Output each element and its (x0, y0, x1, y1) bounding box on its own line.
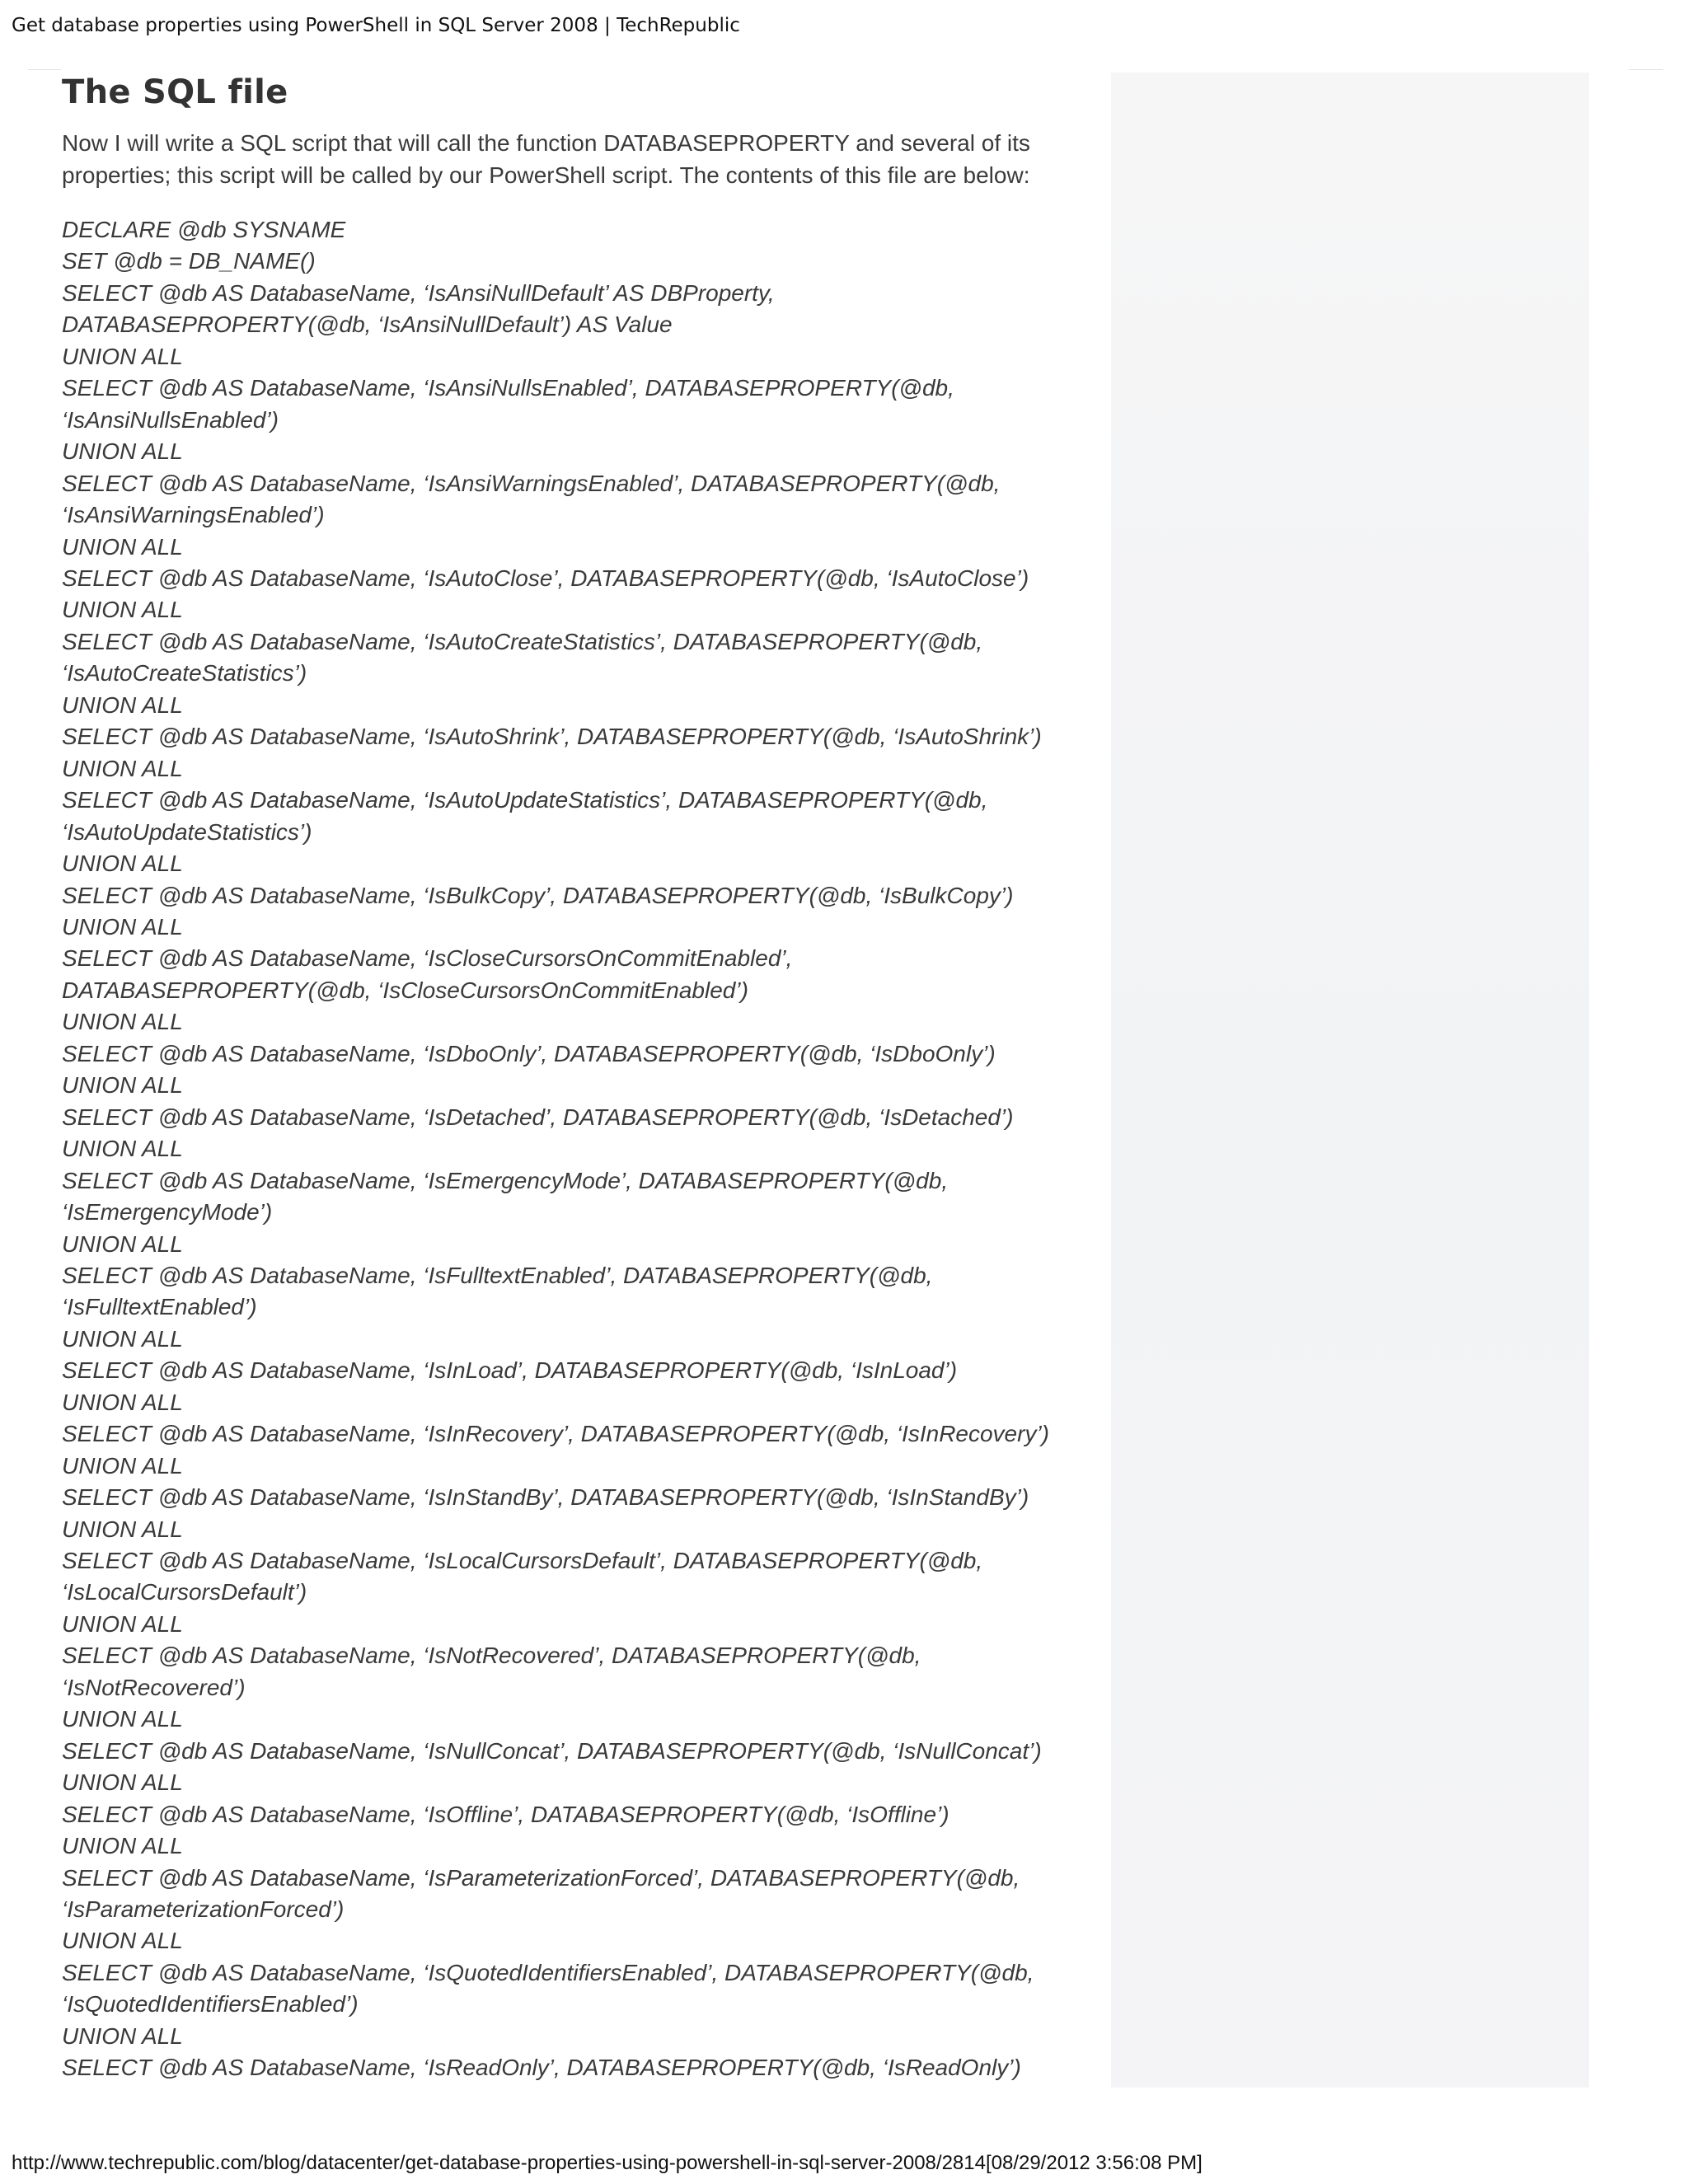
code-line: ‘IsAnsiNullsEnabled’) (62, 406, 279, 433)
code-line: ‘IsAutoCreateStatistics’) (62, 660, 307, 687)
code-line: UNION ALL (62, 2022, 183, 2049)
sidebar-panel (1111, 73, 1589, 2088)
code-line: SELECT @db AS DatabaseName, ‘IsInLoad’, DATABASEPROPERTY(@db, ‘IsInLoad’) (62, 1357, 958, 1384)
intro-line: Now I will write a SQL script that will call the function DATABASEPROPERTY and several of its (62, 130, 1030, 156)
code-line: SELECT @db AS DatabaseName, ‘IsAnsiWarningsEnabled’, DATABASEPROPERTY(@db, (62, 470, 1001, 496)
code-line: UNION ALL (62, 1706, 183, 1732)
code-line: SELECT @db AS DatabaseName, ‘IsNotRecovered’, DATABASEPROPERTY(@db, (62, 1643, 921, 1669)
code-line: ‘IsAnsiWarningsEnabled’) (62, 502, 325, 528)
code-line: UNION ALL (62, 1136, 183, 1162)
code-line: UNION ALL (62, 691, 183, 718)
code-line: UNION ALL (62, 533, 183, 560)
code-line: UNION ALL (62, 1516, 183, 1542)
code-line: UNION ALL (62, 1769, 183, 1796)
intro-line: properties; this script will be called by our PowerShell script. The contents of this file are below: (62, 162, 1030, 188)
article-body (62, 69, 1092, 2084)
code-line: UNION ALL (62, 1610, 183, 1637)
code-line: SELECT @db AS DatabaseName, ‘IsAutoClose’, DATABASEPROPERTY(@db, ‘IsAutoClose’) (62, 565, 1029, 591)
section-title: The SQL file (62, 73, 288, 111)
code-line: SELECT @db AS DatabaseName, ‘IsAnsiNullDefault’ AS DBProperty, (62, 279, 775, 306)
code-line: SELECT @db AS DatabaseName, ‘IsLocalCursorsDefault’, DATABASEPROPERTY(@db, (62, 1548, 983, 1574)
code-line: SELECT @db AS DatabaseName, ‘IsAutoUpdateStatistics’, DATABASEPROPERTY(@db, (62, 787, 988, 813)
code-line: UNION ALL (62, 1833, 183, 1859)
code-line: UNION ALL (62, 1230, 183, 1257)
code-line: UNION ALL (62, 913, 183, 940)
code-line: SELECT @db AS DatabaseName, ‘IsFulltextEnabled’, DATABASEPROPERTY(@db, (62, 1262, 933, 1288)
code-line: SELECT @db AS DatabaseName, ‘IsDboOnly’, DATABASEPROPERTY(@db, ‘IsDboOnly’) (62, 1040, 996, 1066)
intro-paragraph (62, 127, 1092, 191)
code-line: ‘IsEmergencyMode’) (62, 1199, 273, 1226)
code-line: UNION ALL (62, 755, 183, 781)
code-line: UNION ALL (62, 1389, 183, 1415)
code-line: SELECT @db AS DatabaseName, ‘IsAnsiNullsEnabled’, DATABASEPROPERTY(@db, (62, 375, 954, 401)
code-line: ‘IsNotRecovered’) (62, 1674, 246, 1700)
code-line: DATABASEPROPERTY(@db, ‘IsCloseCursorsOnCommitEnabled’) (62, 977, 748, 1003)
code-line: UNION ALL (62, 597, 183, 623)
code-line: UNION ALL (62, 1325, 183, 1352)
code-line: ‘IsFulltextEnabled’) (62, 1294, 257, 1320)
code-line: SELECT @db AS DatabaseName, ‘IsOffline’, DATABASEPROPERTY(@db, ‘IsOffline’) (62, 1801, 950, 1827)
code-line: UNION ALL (62, 1009, 183, 1035)
code-line: UNION ALL (62, 1452, 183, 1479)
code-line: SELECT @db AS DatabaseName, ‘IsDetached’, DATABASEPROPERTY(@db, ‘IsDetached’) (62, 1104, 1014, 1130)
code-line: UNION ALL (62, 438, 183, 465)
sql-code-block (62, 214, 1092, 2084)
code-line: SELECT @db AS DatabaseName, ‘IsEmergencyMode’, DATABASEPROPERTY(@db, (62, 1167, 949, 1193)
code-line: ‘IsLocalCursorsDefault’) (62, 1579, 307, 1605)
divider-right (1629, 69, 1663, 70)
code-line: UNION ALL (62, 1928, 183, 1954)
print-footer-url: http://www.techrepublic.com/blog/datacenter/get-database-properties-using-powershell-in-sql-server-2008/2814[08/29/2012 3:56:08 PM] (12, 2152, 1203, 2174)
code-line: ‘IsParameterizationForced’) (62, 1896, 345, 1923)
code-line: SELECT @db AS DatabaseName, ‘IsCloseCursorsOnCommitEnabled’, (62, 945, 793, 972)
code-line: UNION ALL (62, 343, 183, 369)
code-line: SELECT @db AS DatabaseName, ‘IsAutoShrink’, DATABASEPROPERTY(@db, ‘IsAutoShrink’) (62, 724, 1042, 750)
divider-left (28, 69, 61, 70)
code-line: SELECT @db AS DatabaseName, ‘IsAutoCreateStatistics’, DATABASEPROPERTY(@db, (62, 628, 983, 654)
code-line: SELECT @db AS DatabaseName, ‘IsInRecovery’, DATABASEPROPERTY(@db, ‘IsInRecovery’) (62, 1421, 1049, 1447)
code-line: UNION ALL (62, 851, 183, 877)
code-line: ‘IsAutoUpdateStatistics’) (62, 818, 312, 845)
code-line: SELECT @db AS DatabaseName, ‘IsQuotedIdentifiersEnabled’, DATABASEPROPERTY(@db, (62, 1959, 1034, 1985)
code-line: UNION ALL (62, 1072, 183, 1099)
code-line: SELECT @db AS DatabaseName, ‘IsParameterizationForced’, DATABASEPROPERTY(@db, (62, 1864, 1020, 1891)
code-line: SELECT @db AS DatabaseName, ‘IsInStandBy’, DATABASEPROPERTY(@db, ‘IsInStandBy’) (62, 1484, 1029, 1511)
code-line: SELECT @db AS DatabaseName, ‘IsBulkCopy’, DATABASEPROPERTY(@db, ‘IsBulkCopy’) (62, 882, 1014, 908)
code-line: SELECT @db AS DatabaseName, ‘IsReadOnly’, DATABASEPROPERTY(@db, ‘IsReadOnly’) (62, 2055, 1021, 2081)
code-line: DECLARE @db SYSNAME (62, 217, 346, 242)
print-header-title: Get database properties using PowerShell in SQL Server 2008 | TechRepublic (12, 15, 740, 36)
code-line: DATABASEPROPERTY(@db, ‘IsAnsiNullDefault’) AS Value (62, 312, 673, 338)
code-line: ‘IsQuotedIdentifiersEnabled’) (62, 1991, 359, 2018)
code-line: SET @db = DB_NAME() (62, 248, 316, 274)
code-line: SELECT @db AS DatabaseName, ‘IsNullConcat’, DATABASEPROPERTY(@db, ‘IsNullConcat’) (62, 1737, 1042, 1764)
